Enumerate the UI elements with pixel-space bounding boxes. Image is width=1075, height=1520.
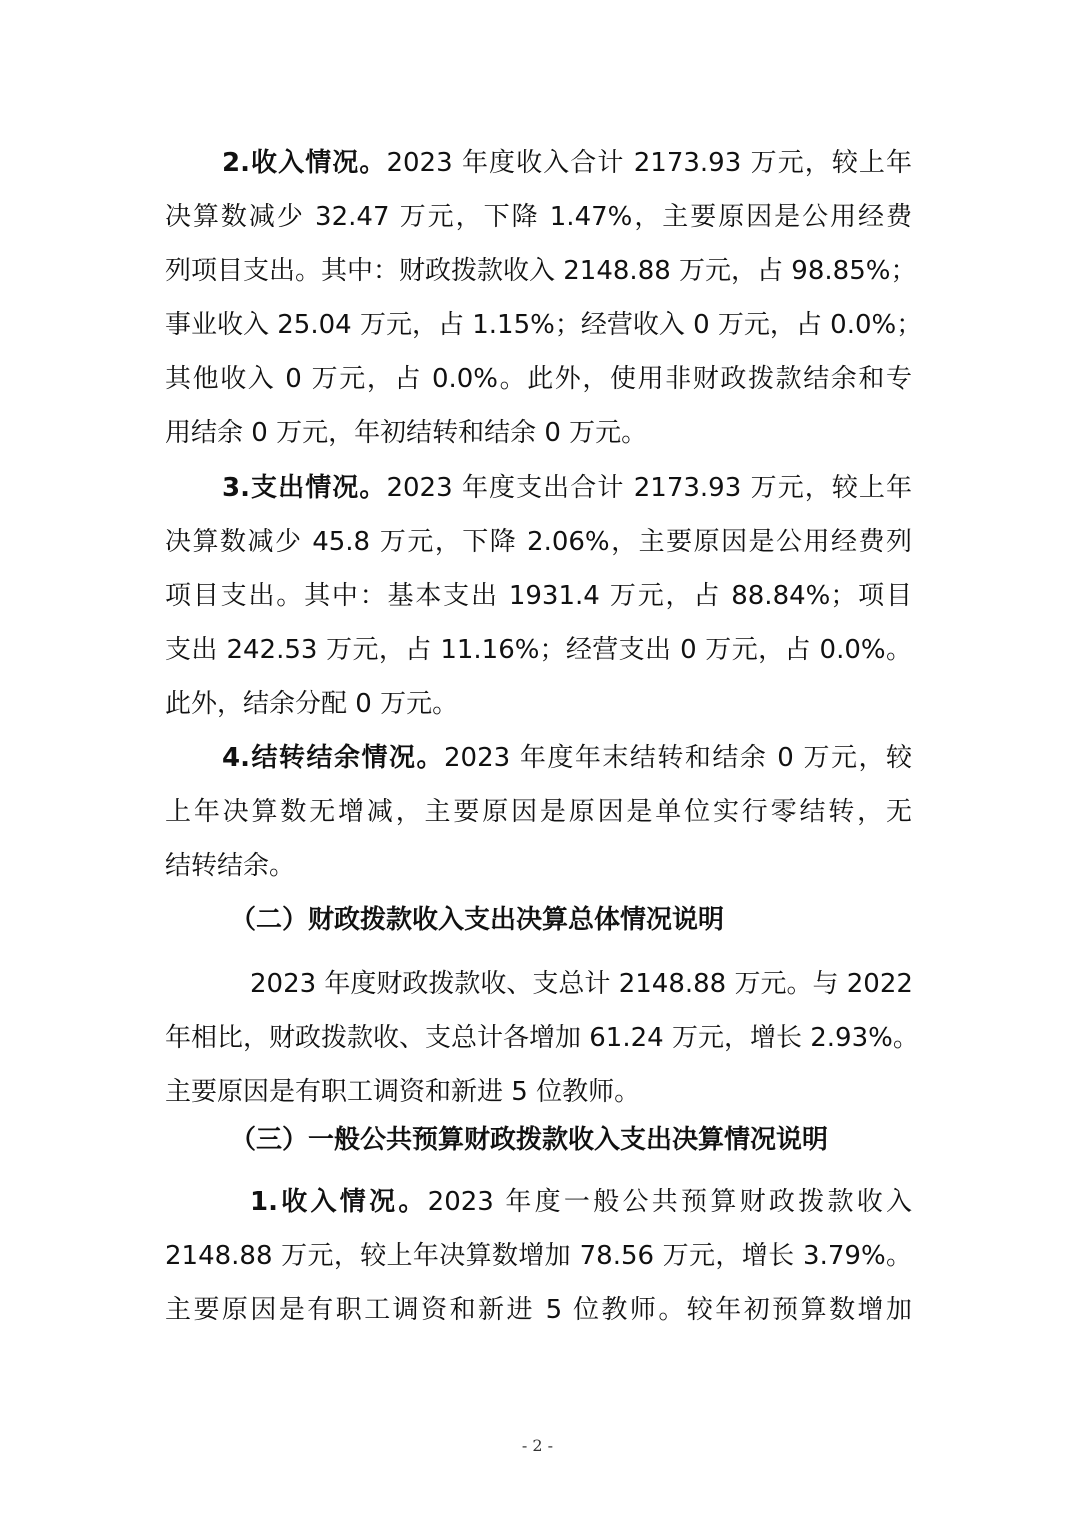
- text-line: [165, 362, 912, 396]
- line-text: 其他收入 0 万元，占 0.0%。此外，使用非财政拨款结余和专: [165, 364, 912, 394]
- line-text: 主要原因是有职工调资和新进 5 位教师。: [165, 1077, 641, 1107]
- text-line: [165, 416, 912, 450]
- text-line: [165, 525, 912, 559]
- line-text: 此外，结余分配 0 万元。: [165, 689, 459, 719]
- line-text: 上年决算数无增减，主要原因是原因是单位实行零结转，无: [165, 797, 912, 827]
- text-line: [250, 967, 912, 1001]
- paragraph-lead: 3.支出情况。: [222, 473, 387, 503]
- section-heading: [230, 1123, 912, 1157]
- paragraph-lead: 1.收入情况。: [250, 1187, 428, 1217]
- text-line: [165, 633, 912, 667]
- text-line: [165, 200, 912, 234]
- line-text: 支出 242.53 万元，占 11.16%；经营支出 0 万元，占 0.0%。: [165, 635, 912, 665]
- page-number: - 2 -: [521, 1436, 554, 1455]
- line-text: 用结余 0 万元，年初结转和结余 0 万元。: [165, 418, 648, 448]
- line-text: 2023 年度支出合计 2173.93 万元，较上年: [386, 473, 912, 503]
- line-text: 2023 年度收入合计 2173.93 万元，较上年: [386, 148, 912, 178]
- line-text: 年相比，财政拨款收、支总计各增加 61.24 万元，增长 2.93%。: [165, 1023, 919, 1053]
- line-text: 2023 年度年末结转和结余 0 万元，较: [443, 743, 912, 773]
- text-line: [165, 795, 912, 829]
- section-heading: [230, 903, 912, 937]
- line-text: （三）一般公共预算财政拨款收入支出决算情况说明: [230, 1125, 829, 1155]
- line-text: 决算数减少 32.47 万元，下降 1.47%，主要原因是公用经费: [165, 202, 912, 232]
- text-line: [222, 471, 912, 505]
- text-line: [165, 254, 917, 288]
- line-text: 结转结余。: [165, 851, 296, 881]
- paragraph-lead: 4.结转结余情况。: [222, 743, 444, 773]
- text-line: [165, 308, 923, 342]
- text-line: [165, 1239, 912, 1273]
- line-text: 主要原因是有职工调资和新进 5 位教师。较年初预算数增加: [165, 1295, 912, 1325]
- text-line: [165, 687, 912, 721]
- line-text: 2023 年度一般公共预算财政拨款收入: [427, 1187, 913, 1217]
- line-text: 2148.88 万元，较上年决算数增加 78.56 万元，增长 3.79%。: [165, 1241, 912, 1271]
- line-text: 项目支出。其中：基本支出 1931.4 万元，占 88.84%；项目: [165, 581, 912, 611]
- line-text: 2023 年度财政拨款收、支总计 2148.88 万元。与 2022: [250, 969, 913, 999]
- text-line: [165, 1021, 919, 1055]
- paragraph-lead: 2.收入情况。: [222, 148, 387, 178]
- line-text: 事业收入 25.04 万元，占 1.15%；经营收入 0 万元，占 0.0%；: [165, 310, 923, 340]
- line-text: 列项目支出。其中：财政拨款收入 2148.88 万元，占 98.85%；: [165, 256, 917, 286]
- text-line: [165, 579, 912, 613]
- line-text: 决算数减少 45.8 万元，下降 2.06%，主要原因是公用经费列: [165, 527, 912, 557]
- text-line: [222, 741, 912, 775]
- text-line: [165, 849, 912, 883]
- text-line: [222, 146, 912, 180]
- text-line: [250, 1185, 912, 1219]
- line-text: （二）财政拨款收入支出决算总体情况说明: [230, 905, 725, 935]
- text-line: [165, 1293, 912, 1327]
- text-line: [165, 1075, 912, 1109]
